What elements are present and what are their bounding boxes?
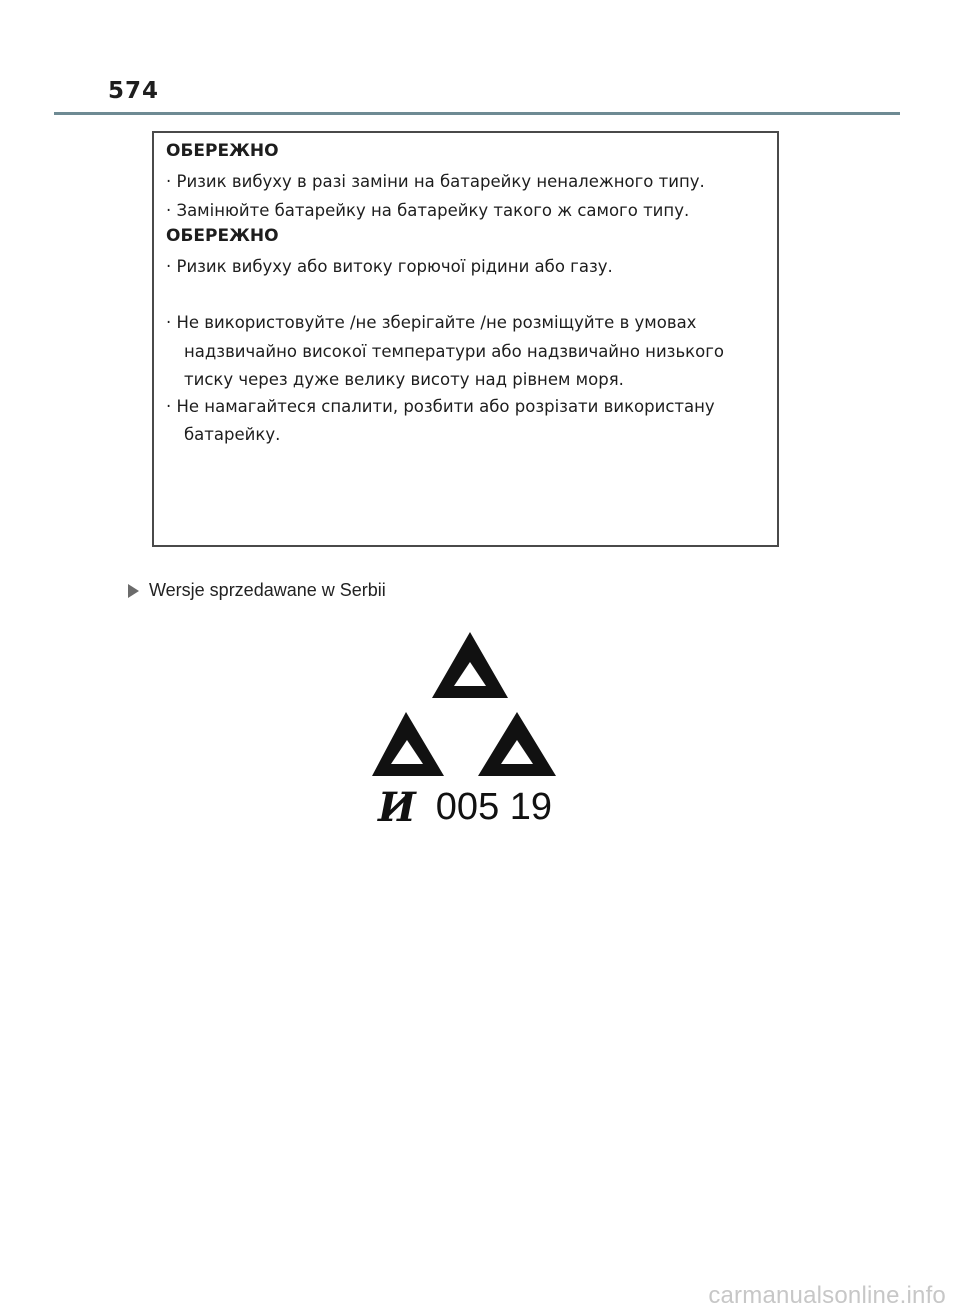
triangle-right-icon (128, 584, 139, 598)
warning-line-7: · Не намагайтеся спалити, розбити або розрізати використану (166, 397, 715, 416)
serbia-versions-label: Wersje sprzedawane w Serbii (149, 580, 386, 600)
warning-heading-2: ОБЕРЕЖНО (166, 226, 279, 246)
watermark: carmanualsonline.info (708, 1282, 946, 1309)
warning-line-1: · Ризик вибуху в разі заміни на батарейку неналежного типу. (166, 172, 705, 191)
warning-heading-1: ОБЕРЕЖНО (166, 141, 279, 161)
warning-line-2: · Замінюйте батарейку на батарейку такого ж самого типу. (166, 201, 690, 220)
certification-code (378, 784, 552, 831)
header-rule (54, 112, 900, 115)
certification-letter: И (378, 784, 416, 831)
warning-line-4: · Не використовуйте /не зберігайте /не розміщуйте в умовах (166, 313, 697, 332)
warning-line-3: · Ризик вибуху або витоку горючої рідини або газу. (166, 257, 613, 276)
warning-line-6: тиску через дуже велику висоту над рівнем моря. (184, 370, 624, 389)
warning-line-5: надзвичайно високої температури або надзвичайно низького (184, 342, 724, 361)
warning-box (152, 131, 779, 547)
certification-number: 005 19 (435, 786, 553, 828)
warning-line-8: батарейку. (184, 425, 281, 444)
page-number: 574 (108, 78, 160, 104)
serbia-versions-heading (128, 580, 386, 601)
